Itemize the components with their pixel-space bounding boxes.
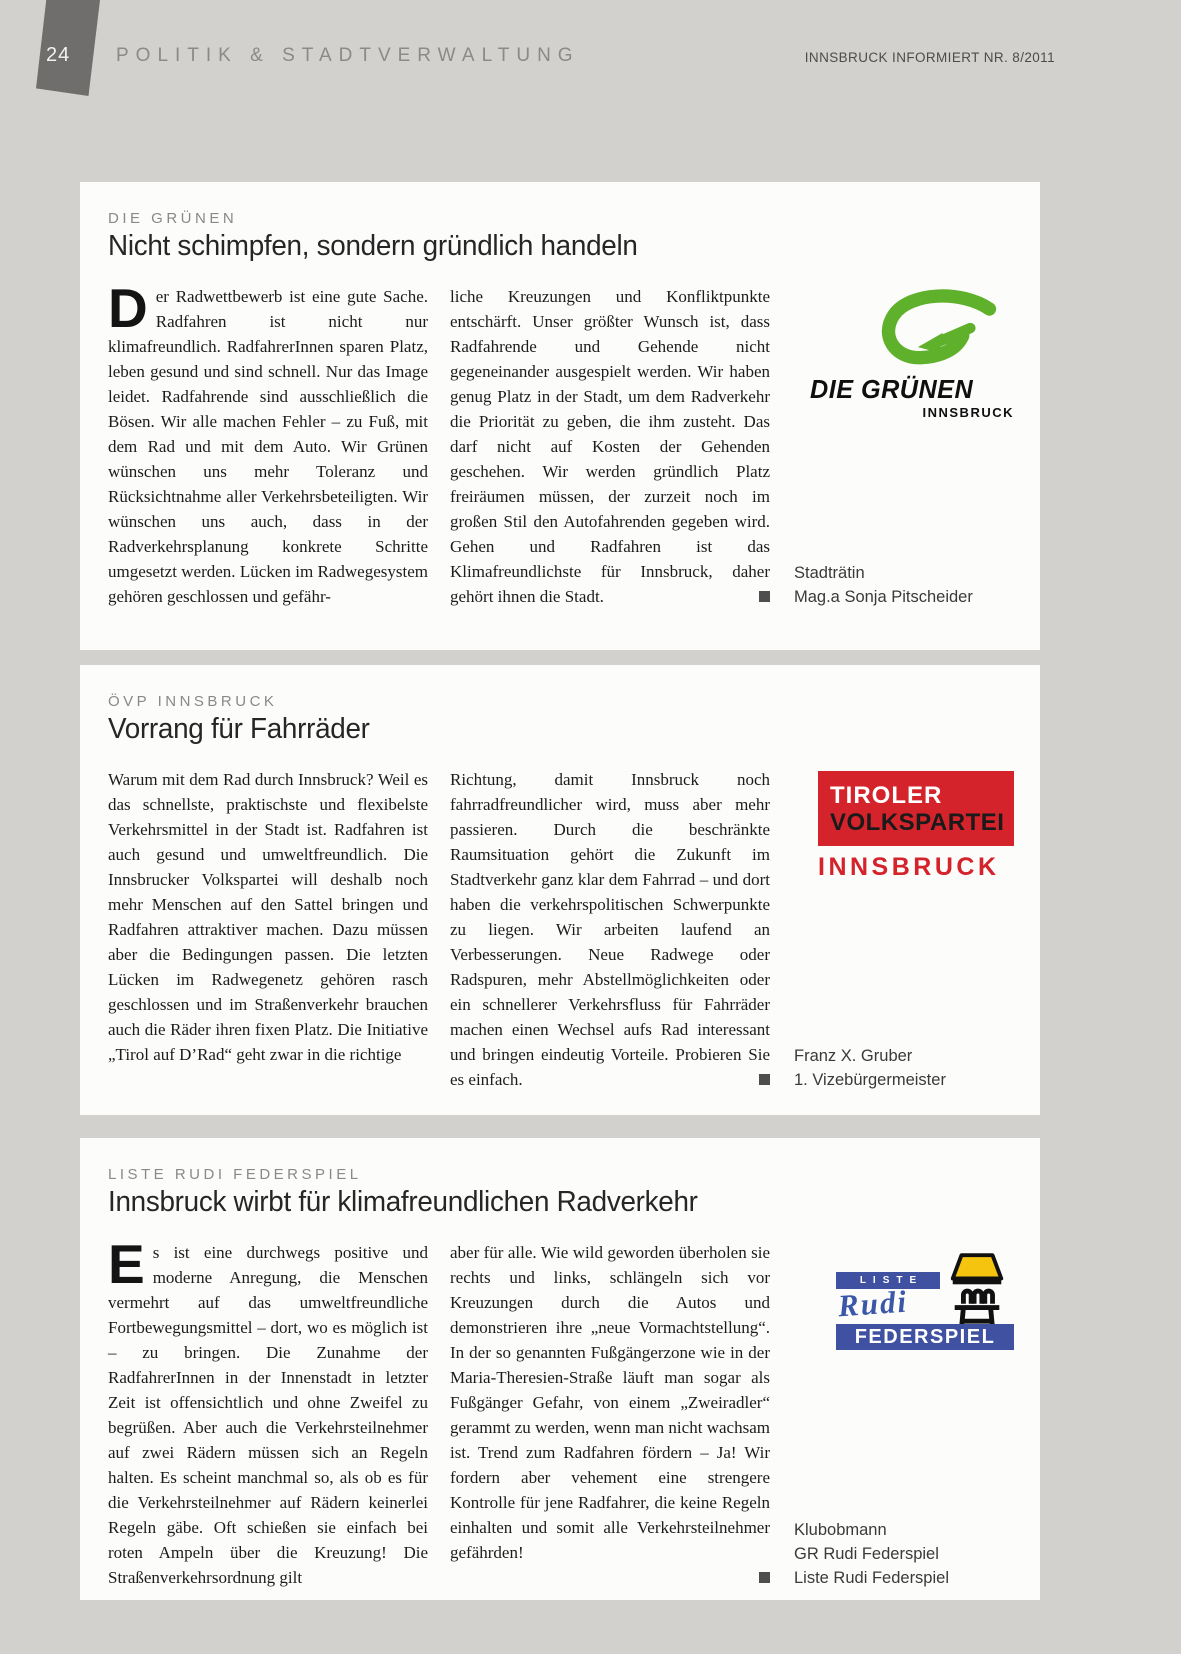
volkspartei-red-box xyxy=(818,771,1014,846)
article-headline: Vorrang für Fahrräder xyxy=(108,713,370,745)
volkspartei-line1: TIROLER xyxy=(830,782,943,809)
article-kicker: DIE GRÜNEN xyxy=(108,210,238,227)
byline-name: Franz X. Gruber xyxy=(794,1047,913,1065)
drop-cap: E xyxy=(108,1233,145,1295)
article-kicker: ÖVP INNSBRUCK xyxy=(108,693,278,710)
byline-list: Liste Rudi Federspiel xyxy=(794,1569,949,1587)
text-column-left xyxy=(108,1233,428,1590)
column-text: Richtung, damit Innsbruck noch fahrradfreundlicher wird, muss aber mehr passieren. Durch die beschränkte Raumsituation gehört die Zukunft im Stadtverkehr ganz klar dem Fahrrad – und dort haben die verkehrspolitischen Schwerpunkte zu liegen. Wir arbeiten laufend an Verbesserungen. Neue Radwege oder Radspuren, mehr Abstellmöglichkeiten oder ein schnellerer Verkehrsfluss für Fahrräder machen einen Wechsel aufs Rad interessant und bringen eindeutig Vorteile. Probieren Sie es einfach. xyxy=(450,770,770,1089)
volkspartei-line2: VOLKSPARTEI xyxy=(830,809,1005,836)
tiroler-volkspartei-logo xyxy=(818,771,1014,882)
volkspartei-city-label: INNSBRUCK xyxy=(818,853,1000,881)
text-column-right xyxy=(450,767,770,1092)
article-end-mark xyxy=(759,591,770,602)
byline xyxy=(794,1518,1014,1590)
liste-rudi-federspiel-logo xyxy=(836,1248,1014,1352)
byline xyxy=(794,561,1014,609)
text-column-right xyxy=(450,284,770,609)
section-title: POLITIK & STADTVERWALTUNG xyxy=(116,45,580,66)
text-columns xyxy=(108,767,770,1092)
column-text: s ist eine durchwegs positive und moderne Anregung, die Menschen vermehrt auf das umweltfreundliche Fortbewegungsmittel – dort, wo es möglich ist – zu bringen. Die Zunahme der RadfahrerInnen in der Innenstadt in letzter Zeit ist offensichtlich und ohne Zweifel zu begrüßen. Aber auch die Verkehrsteilnehmer auf zwei Rädern müssen sich an Regeln halten. Es scheint manchmal so, als ob es für die Verkehrsteilnehmer auf Rädern keinerlei Regeln gäbe. Oft schießen sie einfach bei roten Ampeln über die Kreuzung! Die Straßenverkehrsordnung gilt xyxy=(108,1243,428,1587)
logo-rail xyxy=(770,284,1014,609)
drop-cap: D xyxy=(108,277,148,339)
article-headline: Innsbruck wirbt für klimafreundlichen Radverkehr xyxy=(108,1186,698,1218)
column-text: er Radwettbewerb ist eine gute Sache. Radfahren ist nicht nur klimafreundlich. RadfahrerInnen sparen Platz, leben gesund und sind schnell. Nur das Image leidet. Radfahrende sind ausschließlich die Bösen. Wir alle machen Fehler – zu Fuß, mit dem Rad und mit dem Auto. Wir Grünen wünschen uns mehr Toleranz und Rücksichtnahme aller Verkehrsbeteiligten. Wir wünschen uns auch, dass in der Radverkehrsplanung konkrete Schritte umgesetzt werden. Lücken im Radwegesystem gehören geschlossen und gefähr- xyxy=(108,287,428,606)
text-column-left xyxy=(108,277,428,609)
die-gruenen-city-label: INNSBRUCK xyxy=(922,405,1014,420)
federspiel-liste-bar: LISTE xyxy=(836,1272,940,1289)
die-gruenen-wordmark: DIE GRÜNEN xyxy=(810,374,974,404)
article-body xyxy=(108,277,1014,609)
logo-rail xyxy=(770,1240,1014,1590)
article-card-gruene xyxy=(80,182,1040,650)
column-text: Warum mit dem Rad durch Innsbruck? Weil es das schnellste, praktischste und flexibelste Verkehrsmittel in der Stadt ist. Radfahren ist auch gesund und umweltfreundlich. Die Innsbrucker Volkspartei will deshalb noch mehr Menschen auf den Sattel bringen und Radfahren attraktiver machen. Dazu müssen aber die Bedingungen passen. Die letzten Lücken im Radwegenetz gehören rasch geschlossen und im Straßenverkehr brauchen auch die Räder ihren fixen Platz. Die Initiative „Tirol auf D’Rad“ geht zwar in die richtige xyxy=(108,770,428,1064)
article-kicker: LISTE RUDI FEDERSPIEL xyxy=(108,1166,362,1183)
text-columns xyxy=(108,1233,770,1590)
article-card-federspiel xyxy=(80,1138,1040,1600)
byline-role: Klubobmann xyxy=(794,1521,887,1539)
column-text: liche Kreuzungen und Konfliktpunkte entschärft. Unser größter Wunsch ist, dass Radfahrende und Gehende nicht gegeneinander ausgespielt werden. Wir haben genug Platz in der Stadt, um dem Radverkehr die Priorität zu geben, die ihm zusteht. Das darf nicht auf Kosten der Gehenden geschehen. Wir werden gründlich Platz freiräumen müssen, der zurzeit noch im großen Stil den Autofahrenden gegeben wird. Gehen und Radfahren ist das Klimafreundlichste für Innsbruck, daher gehört ihnen die Stadt. xyxy=(450,287,770,606)
column-text: aber für alle. Wie wild geworden überholen sie rechts und links, schlängeln sich vor Kreuzungen durch die Autos und demonstrieren ihre „neue Vormachtstellung“. In der so genannten Fußgängerzone wie in der Maria-Theresien-Straße läuft man sogar als Fußgänger Gefahr, von einem „Zweiradler“ gerammt zu werden, wenn man nicht wachsam ist. Trend zum Radfahren fördern – Ja! Wir fordern aber vehement eine strengere Kontrolle für jene Radfahrer, die keine Regeln einhalten und somit alle Verkehrsteilnehmer gefährden! xyxy=(450,1243,770,1562)
text-column-left xyxy=(108,767,428,1092)
green-swoosh-g-icon xyxy=(872,288,1000,372)
text-columns xyxy=(108,277,770,609)
article-end-mark xyxy=(759,1074,770,1085)
article-card-oevp xyxy=(80,665,1040,1115)
die-gruenen-logo xyxy=(810,288,1014,420)
byline-role: Stadträtin xyxy=(794,564,865,582)
article-headline: Nicht schimpfen, sondern gründlich handeln xyxy=(108,230,638,262)
federspiel-rudi-script: Rudi xyxy=(836,1283,910,1324)
federspiel-name-bar: FEDERSPIEL xyxy=(836,1324,1014,1350)
issue-label: INNSBRUCK INFORMIERT NR. 8/2011 xyxy=(804,50,1055,65)
byline xyxy=(794,1044,1014,1092)
text-column-right xyxy=(450,1240,770,1590)
byline-role: 1. Vizebürgermeister xyxy=(794,1071,946,1089)
article-body xyxy=(108,767,1014,1092)
article-body xyxy=(108,1233,1014,1590)
byline-name: GR Rudi Federspiel xyxy=(794,1545,939,1563)
byline-name: Mag.a Sonja Pitscheider xyxy=(794,588,973,606)
logo-rail xyxy=(770,767,1014,1092)
page-number: 24 xyxy=(46,44,71,66)
article-end-mark xyxy=(759,1572,770,1583)
